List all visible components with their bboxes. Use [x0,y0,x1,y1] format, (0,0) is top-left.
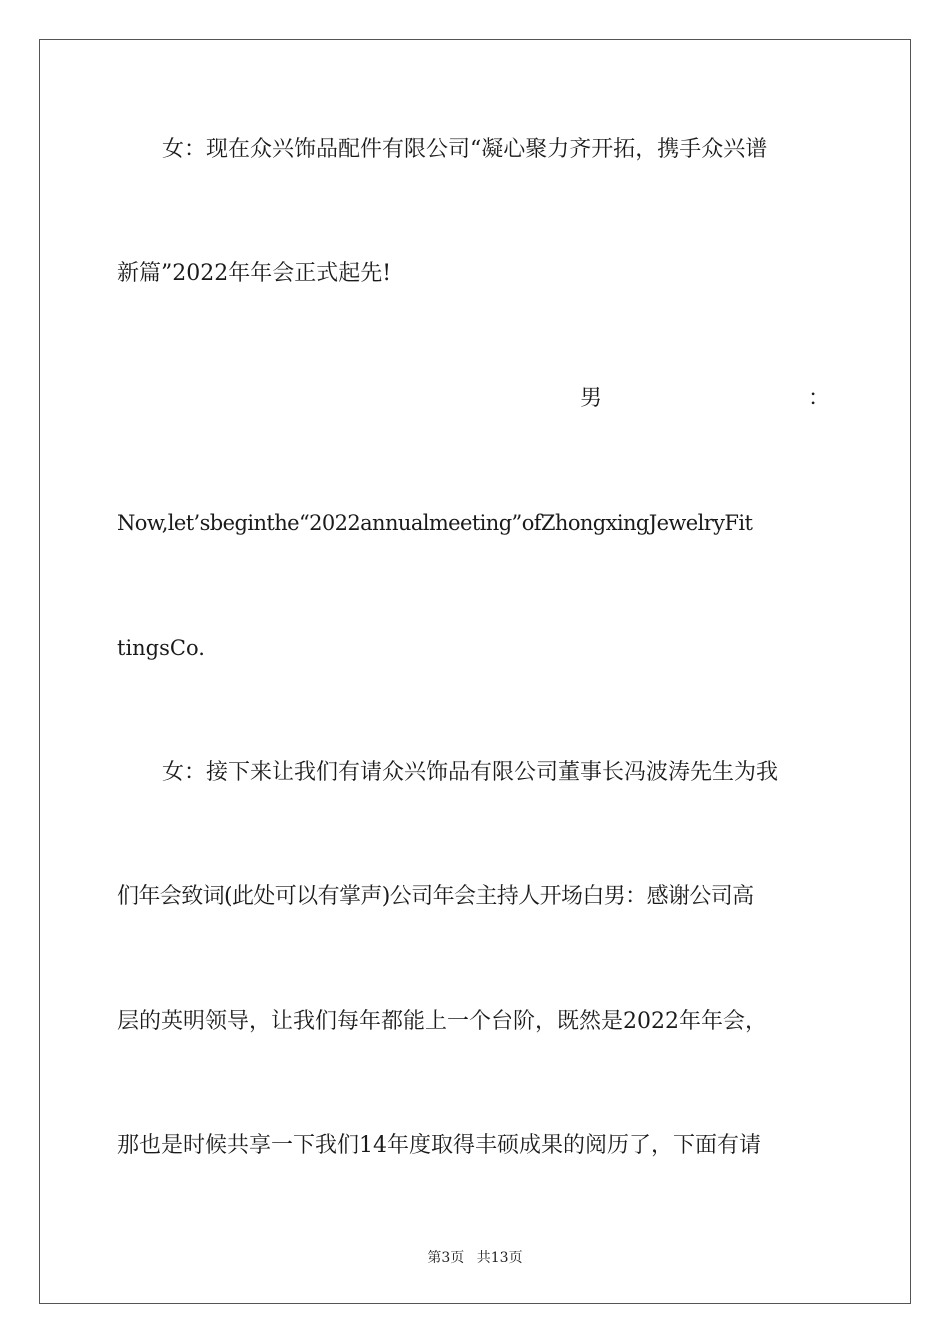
paragraph-line-5: 层的英明领导，让我们每年都能上一个台阶，既然是2022年年会， [117,1009,767,1034]
english-line-1: Now,let’sbeginthe“2022annualmeeting”ofZhongxingJewelryFit [117,511,753,535]
paragraph-line-6: 那也是时候共享一下我们14年度取得丰硕成果的阅历了，下面有请 [117,1133,761,1158]
paragraph-line-2: 新篇”2022年年会正式起先! [117,261,392,286]
page-footer [0,1247,950,1267]
paragraph-line-4: 们年会致词(此处可以有掌声)公司年会主持人开场白男：感谢公司高 [117,884,754,909]
english-line-2: tingsCo. [117,636,205,660]
speaker-colon: ： [808,386,831,411]
page-number: 第3页 [427,1250,465,1266]
speaker-label-male: 男 [580,386,603,411]
paragraph-line-1: 女：现在众兴饰品配件有限公司“凝心聚力齐开拓，携手众兴谱 [162,137,768,162]
page-border [39,39,911,1304]
paragraph-line-3: 女：接下来让我们有请众兴饰品有限公司董事长冯波涛先生为我 [162,760,779,785]
total-pages: 共13页 [476,1250,523,1266]
